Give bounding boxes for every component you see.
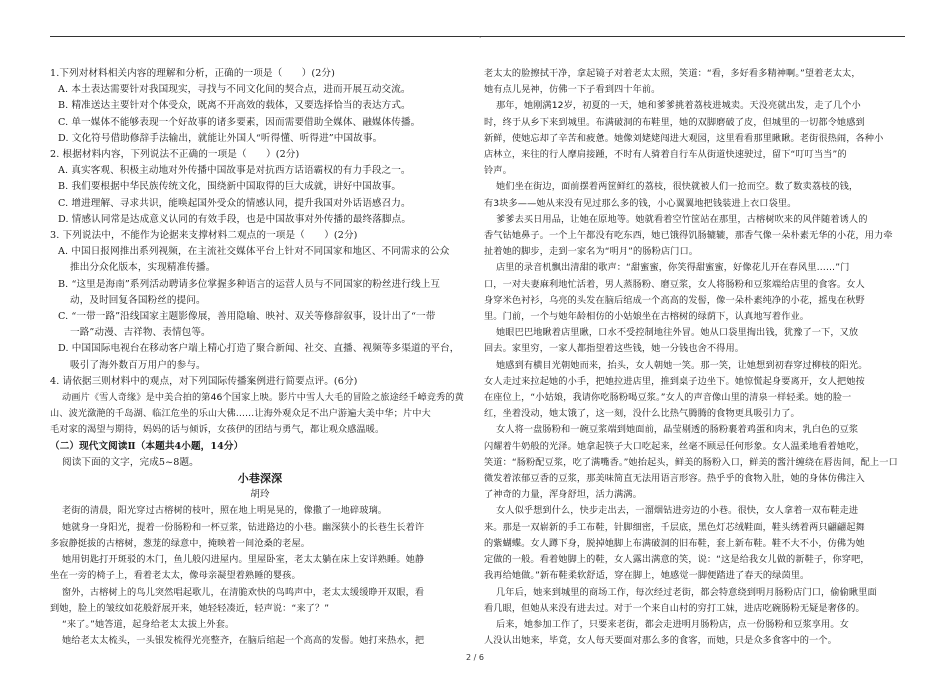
left-column-line: 动，及时回复各国粉丝的提问。 [70, 294, 206, 306]
right-column-line: 香气钻她鼻子。一个上午都没有吃东西，她已饿得饥肠辘辘，那香气像一朵朴素无华的小花，用力牵 [484, 230, 893, 242]
left-column-line: 她给老太太梳头，一头银发梳得光亮整齐，在脑后绾起一个高高的发髻。她打来热水，把 [62, 635, 425, 647]
left-column-line: 动画片《雪人奇缘》是中美合拍的第46个国家上映。影片中雪人大毛的冒险之旅途经千嶂竞秀的黄 [62, 392, 464, 404]
left-column-line: B. 我们要根据中华民族传统文化，围绕新中国取得的巨大成就，讲好中国故事。 [58, 181, 402, 193]
right-column-line: 我再给她做。”新布鞋柔软舒适，穿在脚上，她感觉一脚便踏进了春天的绿茵里。 [484, 570, 810, 582]
left-column-line: 她就身一身阳光，提着一份肠粉和一杯豆浆，钻进路边的小巷。幽深狭小的长巷生长着许 [62, 521, 425, 533]
left-column-line: 毛对家的渴望与期待，妈妈的话与倾诉，女孩伊的团结与勇气，都让观众感温暖。 [50, 424, 385, 436]
right-column-line: 她眼巴巴地瞅着店里瞅，口水不受控制地往外冒。她从口袋里掏出钱，犹豫了一下，又放 [496, 327, 859, 339]
left-column-line: C. 单一媒体不能够表现一个好故事的诸多要素，因而需要借助全媒体、融媒体传播。 [58, 116, 421, 128]
right-column-line: 那年，她刚满12岁，初夏的一天，她和爹爹挑着荔枝进城卖。天没亮就出发，走了几个小 [496, 100, 861, 112]
left-column-line: “来了。”她答道，起身给老太太拔上外套。 [62, 618, 235, 630]
right-column [484, 66, 905, 649]
right-column-line: 笑道：“肠粉配豆浆，吃了满嘴香。”她抬起头，鲜美的肠粉入口，鲜美的酱汁缠绕在唇齿间，配上一口 [484, 456, 898, 468]
left-column-line: 阅读下面的文字，完成5~8题。 [62, 456, 199, 468]
right-column-line: 她有点儿晃神，仿佛一下子看到四十年前。 [484, 84, 661, 96]
right-column-line: 红，坐着没动，她太饿了，这一刻，没什么比热气腾腾的食物更具吸引力了。 [484, 408, 800, 420]
right-column-line: 铃声。 [484, 165, 512, 177]
left-column-line: 吸引了海外数百万用户的参与。 [70, 359, 206, 371]
right-column-line: 人没认出她来，毕竟，女人每天要面对那么多的食客，而她，只是众多食客中的一个。 [484, 635, 837, 647]
left-column-line: C. 增进理解、寻求共识，能唤起国外受众的情感认同，提升我国对外话语感召力。 [58, 197, 411, 209]
left-column-line: （二）现代文阅读Ⅱ（本题共4小题，14分） [50, 440, 244, 452]
right-column-line: 女人似乎想到什么，快步走出去，一溜烟钻进旁边的小巷。很快，女人拿着一双布鞋走进 [496, 505, 859, 517]
left-column-line: B. “这里是海南”系列活动聘请多位掌握多种语言的运营人员与不同国家的粉丝进行线上互 [58, 278, 441, 290]
page-number: 2 / 6 [466, 653, 484, 662]
left-column-line: 多寂静挺拔的古榕树，葱茏的绿意中，掩映着一间沧桑的老屋。 [50, 537, 311, 549]
right-column-line: 几年后，她来到城里的商场工作，每次经过老街，都会特意绕到明月肠粉店门口，偷偷瞅里面 [496, 586, 877, 598]
right-column-line: 时，终于从乡下来到城里。布满破洞的布鞋里，她的双脚磨破了皮，但城里的一切都令她感到 [484, 116, 865, 128]
left-column-line: 推出分众化版本，实现精准传播。 [70, 262, 216, 274]
left-column-line: 2. 根据材料内容，下列说法不正确的一项是（ ）(2分) [50, 149, 300, 161]
left-column-line: 1.下列对材料相关内容的理解和分析，正确的一项是（ ）(2分) [50, 68, 335, 79]
left-column-line: C. “一带一路”沿线国家主题影像展，善用隐喻、映衬、双关等修辞叙事，设计出了“一带 [58, 311, 436, 323]
right-column-line: 看几眼，但她从来没有进去过。对于一个来自山村的穷打工妹，进店吃碗肠粉无疑是奢侈的。 [484, 602, 865, 614]
right-column-line: 扯着她的脚步，走到一家名为“明月”的肠粉店门口。 [484, 246, 699, 258]
right-column-line: 的紫蝴蝶。女人蹲下身，脱掉她脚上布满破洞的旧布鞋，套上新布鞋。鞋不大不小，仿佛为她 [484, 537, 865, 549]
right-column-line: 了神奇的力量，浑身舒坦，活力满满。 [484, 489, 642, 501]
left-column-line: 老街的清晨，阳光穿过古榕树的枝叶，照在地上明晃晃的，像撒了一地碎玻璃。 [62, 505, 388, 517]
right-column-line: 闪耀着牛奶般的光泽。她拿起筷子大口吃起来，丝毫不顾忌任何形象。女人温柔地看着她吃， [484, 440, 865, 452]
right-column-line: 身穿米色衬衫，乌亮的头发在脑后绾成一个高高的发髻，像一朵朴素纯净的小花，摇曳在秋野 [484, 294, 865, 306]
left-column-line: 3. 下列说法中，不能作为论据来支撑材料二观点的一项是（ ）(2分) [50, 230, 358, 242]
left-column-line: A. 本土表达需要针对我国现实，寻找与不同文化间的契合点，进而开展互动交流。 [58, 84, 411, 96]
right-column-line: 店林立，来往的行人摩肩接踵，不时有人骑着自行车从街道快速驶过，留下“叮叮当当”的 [484, 149, 847, 161]
right-column-line: 老太太的脸擦拭干净，拿起镜子对着老太太照，笑道：“看，多好看多精神啊。”望着老太太， [484, 68, 861, 79]
right-column-line: 女人将一盘肠粉和一碗豆浆端到她面前，晶莹剔透的肠粉裹着鸡蛋和肉末，乳白色的豆浆 [496, 424, 859, 436]
left-column-line: 胡玲 [250, 489, 270, 501]
right-column-line: 店里的录音机飘出清甜的歌声：“甜蜜蜜，你笑得甜蜜蜜，好像花儿开在春风里……”门 [496, 262, 850, 274]
right-column-line: 微发着浓郁豆香的豆浆，那美味简直无法用语言形容。热乎乎的食物入肚，她的身体仿佛注入 [484, 473, 865, 485]
left-column-line: 4. 请依据三则材料中的观点，对下列国际传播案例进行简要点评。(6分) [50, 375, 358, 387]
left-column-line: D. 情感认同常是达成意义认同的有效手段，也是中国故事对外传播的最终落脚点。 [58, 213, 412, 225]
left-column-line: 到她，脸上的皱纹如花般舒展开来，她轻轻凑近，轻声说：“来了？” [50, 602, 330, 614]
right-column-line: 回去。家里穷，一家人都指望着这些钱，她一分钱也舍不得用。 [484, 343, 745, 355]
left-column-line: 一路”动漫、吉祥物、表情包等。 [70, 327, 211, 339]
right-column-line: 她感到有横目光朝她而来，抬头，女人朝她一笑。那一笑，让她想到初春穿过柳枝的阳光。 [496, 359, 868, 371]
left-column-line: 窗外，古榕树上的鸟儿突然唱起歌儿，在清脆欢快的鸟鸣声中，老太太缓缓睁开双眼，看 [62, 586, 425, 598]
header-mark: ` [478, 37, 483, 47]
left-column-line: 她用钥匙打开斑驳的木门，鱼儿般闪进屋内。里屋卧室，老太太躺在床上安详熟睡。她静 [62, 554, 425, 566]
left-column-line: 小巷深深 [237, 472, 283, 486]
right-column-line: 新鲜，使她忘却了辛苦和疲惫。她像刘姥姥闯进大观园，这里看看那里瞅瞅。老街很热闹，各种小 [484, 132, 884, 144]
left-column-line: D. 中国国际电视台在移动客户端上精心打造了聚合新闻、社交、直播、视频等多渠道的平台， [58, 343, 460, 355]
right-column-line: 后来，她参加工作了，只要来老街，都会走进明月肠粉店，点一份肠粉和豆浆享用。女 [496, 618, 849, 630]
right-column-line: 在座位上，“小姑娘，我请你吃肠粉喝豆浆。”女人的声音像山里的清泉一样轻柔。她的脸一 [484, 392, 852, 404]
right-column-line: 爹爹去买日用品，让她在原地等。她就看着空竹筐站在那里，古榕树吹来的风伴随着诱人的 [496, 213, 868, 225]
right-column-line: 有3块多——她从来没有见过那么多的钱，小心翼翼地把钱装进上衣口袋里。 [484, 197, 797, 209]
left-column-line: 山、波光潋滟的千岛湖、临江危坐的乐山大佛……让海外观众足不出户游遍大美中华；片中大 [50, 408, 431, 420]
left-column-line: D. 文化符号借助修辞手法输出，就能让外国人“听得懂、听得进”中国故事。 [58, 132, 383, 144]
left-column-line: B. 精准送达主要针对个体受众，既离不开高效的载体，又要选择恰当的表达方式。 [58, 100, 411, 112]
right-column-line: 里。门前，一个与她年龄相仿的小姑娘坐在古榕树的绿荫下，认真地写着作业。 [484, 311, 810, 323]
right-column-line: 来。那是一双崭新的手工布鞋，针脚细密，千层底，黑色灯芯绒鞋面，鞋头绣着两只翩翩起舞 [484, 521, 865, 533]
right-column-line: 定做的一般。看着她脚上的鞋，女人露出满意的笑，说：“这是给我女儿做的新鞋子，你穿吧， [484, 554, 870, 566]
right-column-line: 她们坐在街边，面前摆着两筐鲜红的荔枝，很快就被人们一抢而空。数了数卖荔枝的钱， [496, 181, 859, 193]
left-column [50, 66, 470, 649]
left-column-line: A. 真实客观、积极主动地对外传播中国故事是对抗西方话语霸权的有力手段之一。 [58, 165, 411, 177]
left-column-line: 坐在一旁的椅子上，看着老太太，像母亲凝望着熟睡的婴孩。 [50, 570, 301, 582]
left-column-line: A. 中国日报网推出系列视频，在主流社交媒体平台上针对不同国家和地区、不同需求的公众 [58, 246, 450, 258]
right-column-line: 口，一对夫妻麻利地忙活着，男人蒸肠粉、磨豆浆，女人将肠粉和豆浆端给店里的食客。女人 [484, 278, 865, 290]
right-column-line: 女人走过来拉起她的小手，把她拉进店里，推到桌子边坐下。她惊慌起身要离开，女人把她按 [484, 375, 865, 387]
